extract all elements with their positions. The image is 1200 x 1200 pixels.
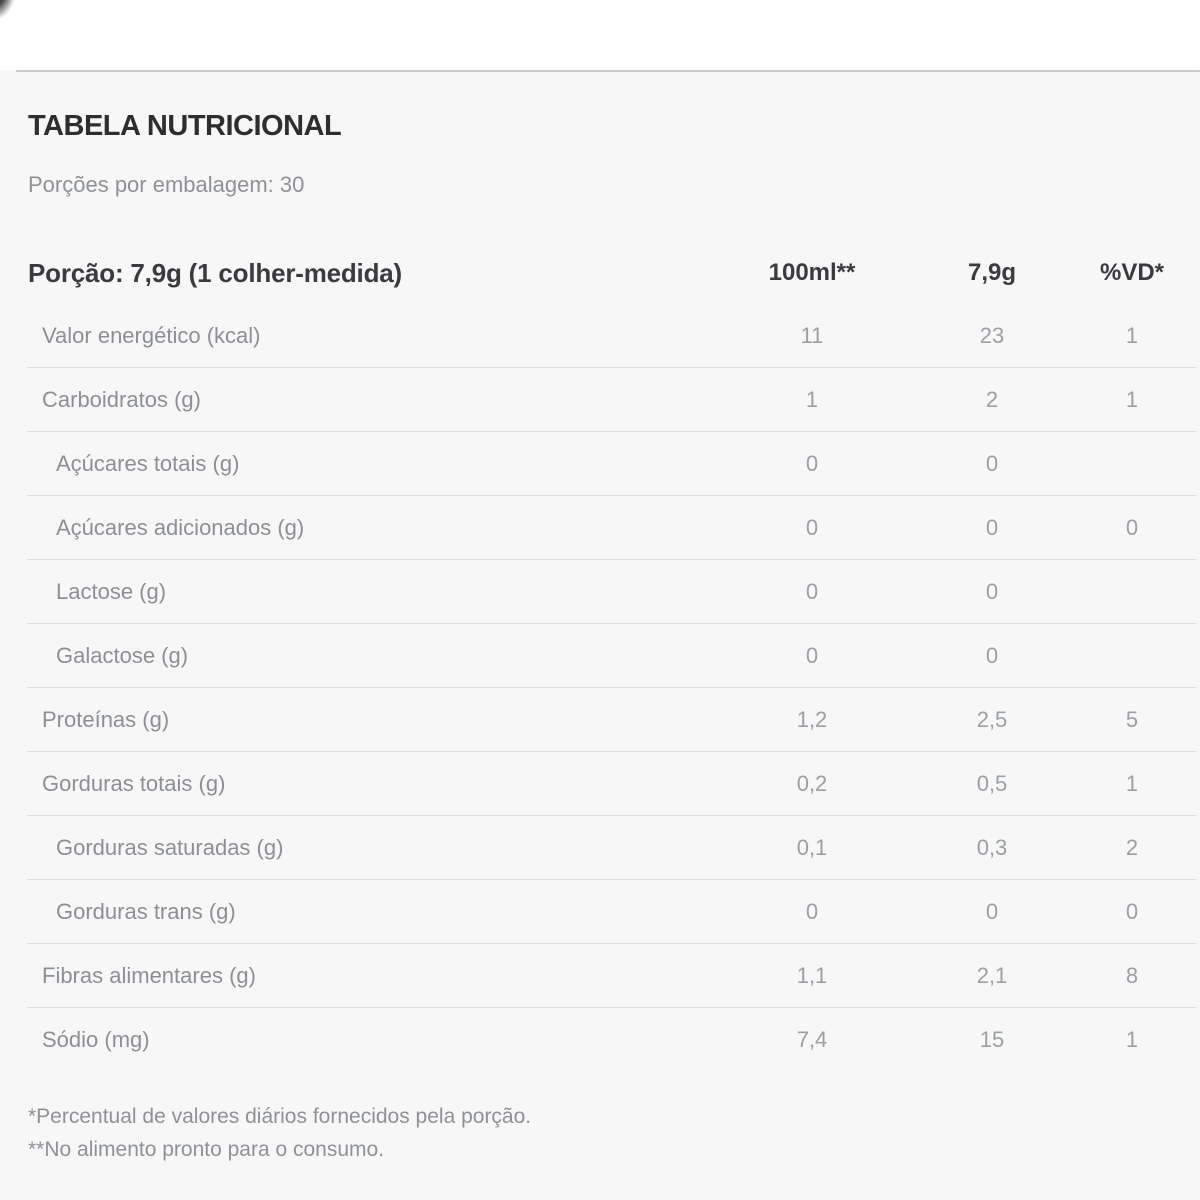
nutrient-label: Valor energético (kcal) (42, 322, 261, 348)
table-row (27, 624, 1196, 688)
column-header-serving: 7,9g (967, 259, 1017, 286)
footnote-prepared-food: **No alimento pronto para o consumo. (28, 1138, 385, 1161)
top-strip (0, 0, 1200, 70)
value-percent-vd: 5 (1125, 706, 1139, 732)
value-per-100ml: 1 (805, 386, 819, 412)
page-title: TABELA NUTRICIONAL (28, 110, 342, 142)
value-per-100ml: 1,2 (796, 706, 828, 732)
nutrition-table (27, 304, 1196, 1072)
nutrient-label: Sódio (mg) (42, 1027, 150, 1052)
value-per-100ml: 0 (805, 514, 819, 540)
column-header-vd: %VD* (1099, 259, 1165, 286)
nutrient-label: Fibras alimentares (g) (42, 962, 256, 988)
value-per-100ml: 0 (805, 642, 819, 668)
nutrient-label: Gorduras totais (g) (42, 770, 226, 796)
nutrient-label: Açúcares totais (g) (56, 450, 240, 476)
value-percent-vd: 1 (1125, 770, 1139, 796)
value-per-serving: 15 (979, 1027, 1005, 1052)
value-per-100ml: 0,2 (796, 770, 828, 796)
value-per-serving: 0 (985, 578, 999, 604)
product-image-corner (0, 0, 42, 54)
table-row (27, 304, 1196, 368)
table-row (27, 1008, 1196, 1072)
nutrient-label: Açúcares adicionados (g) (56, 514, 305, 540)
value-per-serving: 0 (985, 642, 999, 668)
table-row (27, 368, 1196, 432)
value-per-100ml: 0,1 (796, 834, 828, 860)
value-per-serving: 23 (979, 322, 1005, 348)
value-per-serving: 2,5 (976, 706, 1008, 732)
nutrient-label: Proteínas (g) (42, 706, 170, 732)
value-per-serving: 2,1 (976, 962, 1008, 988)
table-row (27, 816, 1196, 880)
footnote-daily-values: *Percentual de valores diários fornecidos pela porção. (28, 1105, 532, 1128)
value-percent-vd: 2 (1125, 834, 1139, 860)
footnotes (28, 1100, 1200, 1166)
nutrient-label: Galactose (g) (56, 642, 189, 668)
table-row (27, 752, 1196, 816)
table-row (27, 944, 1196, 1008)
value-per-serving: 0 (985, 450, 999, 476)
value-percent-vd: 1 (1125, 1027, 1139, 1052)
table-row (27, 432, 1196, 496)
nutrient-label: Lactose (g) (56, 578, 167, 604)
nutrient-label: Carboidratos (g) (42, 386, 201, 412)
column-header-100ml: 100ml** (768, 259, 856, 286)
value-per-100ml: 7,4 (796, 1027, 828, 1052)
value-percent-vd: 8 (1125, 962, 1139, 988)
table-row (27, 496, 1196, 560)
value-per-serving: 0 (985, 514, 999, 540)
table-row (27, 688, 1196, 752)
table-header-row (28, 242, 1196, 304)
nutrient-label: Gorduras saturadas (g) (56, 834, 284, 860)
value-per-serving: 0,5 (976, 770, 1008, 796)
value-per-serving: 2 (985, 386, 999, 412)
servings-per-package: Porções por embalagem: 30 (28, 172, 305, 197)
value-percent-vd: 0 (1125, 514, 1139, 540)
serving-size-header: Porção: 7,9g (1 colher-medida) (28, 257, 402, 288)
value-per-serving: 0 (985, 898, 999, 924)
table-row (27, 560, 1196, 624)
nutrition-section (0, 72, 1200, 1166)
value-percent-vd: 0 (1125, 898, 1139, 924)
value-per-100ml: 0 (805, 898, 819, 924)
nutrient-label: Gorduras trans (g) (56, 898, 236, 924)
value-percent-vd: 1 (1125, 322, 1139, 348)
value-per-100ml: 0 (805, 578, 819, 604)
value-per-serving: 0,3 (976, 834, 1008, 860)
value-per-100ml: 0 (805, 450, 819, 476)
value-per-100ml: 1,1 (796, 962, 828, 988)
value-per-100ml: 11 (800, 322, 824, 348)
value-percent-vd: 1 (1125, 386, 1139, 412)
table-row (27, 880, 1196, 944)
